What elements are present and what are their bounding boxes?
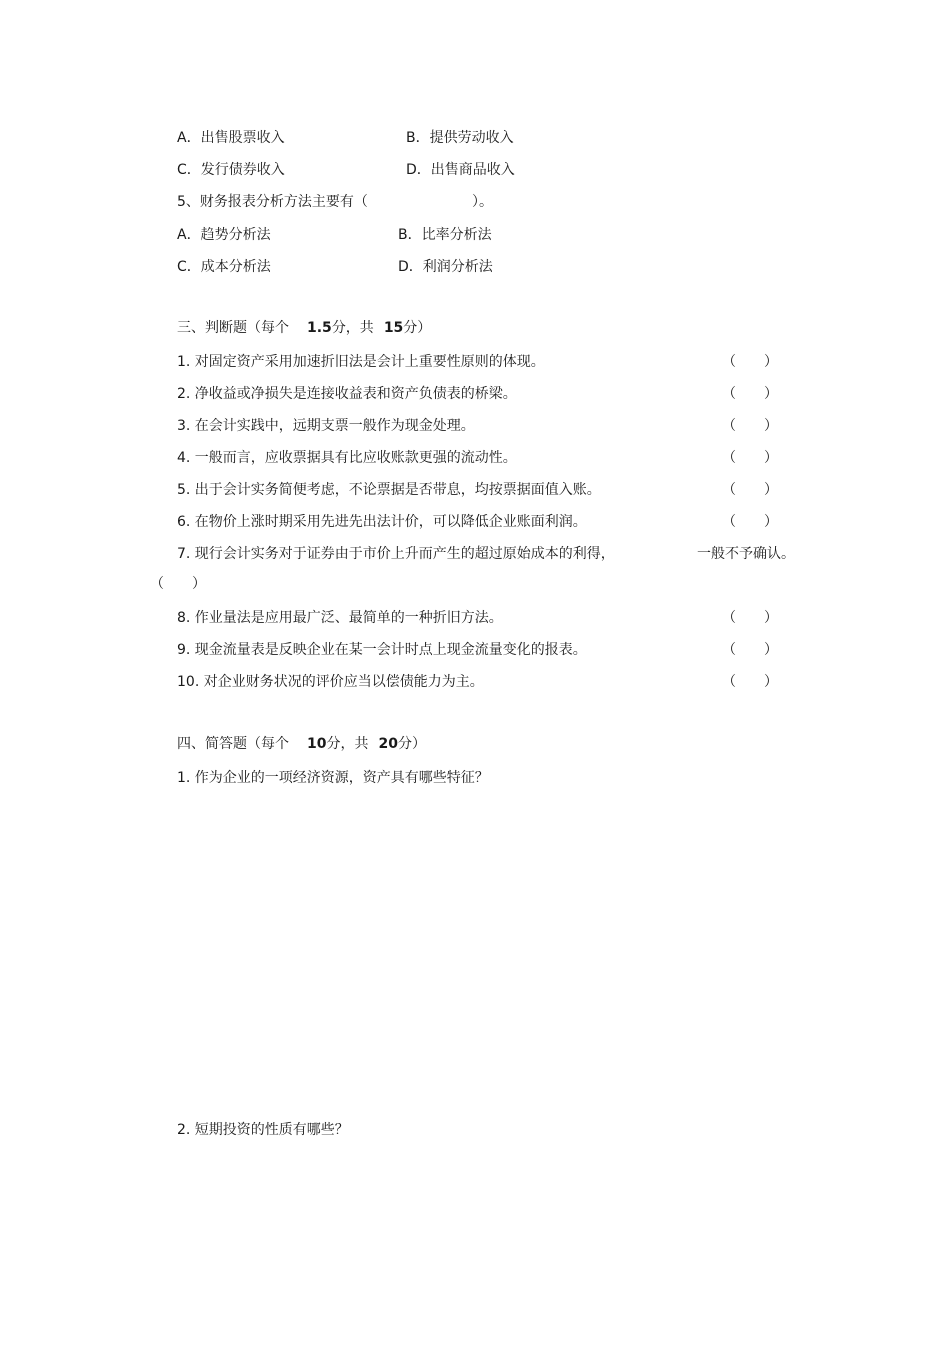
q5-stem-end: ）。 — [472, 194, 493, 210]
tf-answer-3: （ ） — [722, 418, 778, 434]
q5-option-c: C．成本分析法 — [177, 259, 271, 275]
tf-answer-5: （ ） — [722, 482, 778, 498]
section3-heading-a: 三、判断题（每个 — [177, 320, 289, 336]
q5-option-b: B．比率分析法 — [398, 227, 492, 243]
tf-answer-1: （ ） — [722, 354, 778, 370]
tf-answer-4: （ ） — [722, 450, 778, 466]
section3-heading-c: 分） — [403, 320, 432, 336]
q4-option-c: C．发行债券收入 — [177, 162, 285, 178]
tf-answer-8: （ ） — [722, 610, 778, 626]
q4-option-a: A．出售股票收入 — [177, 130, 285, 146]
tf-answer-6: （ ） — [722, 514, 778, 530]
tf-item-8: 8. 作业量法是应用最广泛、最简单的一种折旧方法。 — [177, 610, 503, 626]
tf-answer-7: （ ） — [150, 576, 206, 592]
section4-heading — [177, 735, 426, 753]
tf-item-4: 4. 一般而言，应收票据具有比应收账款更强的流动性。 — [177, 450, 517, 466]
section4-heading-b: 分，共 — [326, 736, 369, 752]
q5-option-d: D．利润分析法 — [398, 259, 493, 275]
tf-answer-2: （ ） — [722, 386, 778, 402]
tf-item-7-part-b: 一般不予确认。 — [697, 546, 795, 562]
q5-option-a: A．趋势分析法 — [177, 227, 271, 243]
tf-answer-9: （ ） — [722, 642, 778, 658]
q4-option-b: B．提供劳动收入 — [406, 130, 514, 146]
section4-heading-a: 四、简答题（每个 — [177, 736, 289, 752]
tf-item-6: 6. 在物价上涨时期采用先进先出法计价，可以降低企业账面利润。 — [177, 514, 587, 530]
q5-stem-start: 5、财务报表分析方法主要有（ — [177, 194, 368, 210]
short-answer-q1: 1. 作为企业的一项经济资源，资产具有哪些特征？ — [177, 770, 489, 786]
section3-points-each: 1.5 — [307, 320, 332, 336]
tf-item-3: 3. 在会计实践中，远期支票一般作为现金处理。 — [177, 418, 475, 434]
tf-item-7-part-a: 7. 现行会计实务对于证券由于市价上升而产生的超过原始成本的利得， — [177, 546, 615, 562]
q4-option-d: D．出售商品收入 — [406, 162, 515, 178]
section4-points-each: 10 — [307, 736, 327, 752]
tf-item-2: 2. 净收益或净损失是连接收益表和资产负债表的桥梁。 — [177, 386, 517, 402]
tf-answer-10: （ ） — [722, 674, 778, 690]
short-answer-q2: 2. 短期投资的性质有哪些？ — [177, 1122, 349, 1138]
tf-item-9: 9. 现金流量表是反映企业在某一会计时点上现金流量变化的报表。 — [177, 642, 587, 658]
section4-points-total: 20 — [378, 736, 398, 752]
tf-item-10: 10. 对企业财务状况的评价应当以偿债能力为主。 — [177, 674, 484, 690]
section3-points-total: 15 — [383, 320, 404, 336]
section3-heading — [177, 319, 431, 337]
tf-item-5: 5. 出于会计实务简便考虑，不论票据是否带息，均按票据面值入账。 — [177, 482, 601, 498]
section4-heading-c: 分） — [397, 736, 426, 752]
section3-heading-b: 分，共 — [331, 320, 374, 336]
tf-item-1: 1. 对固定资产采用加速折旧法是会计上重要性原则的体现。 — [177, 354, 545, 370]
